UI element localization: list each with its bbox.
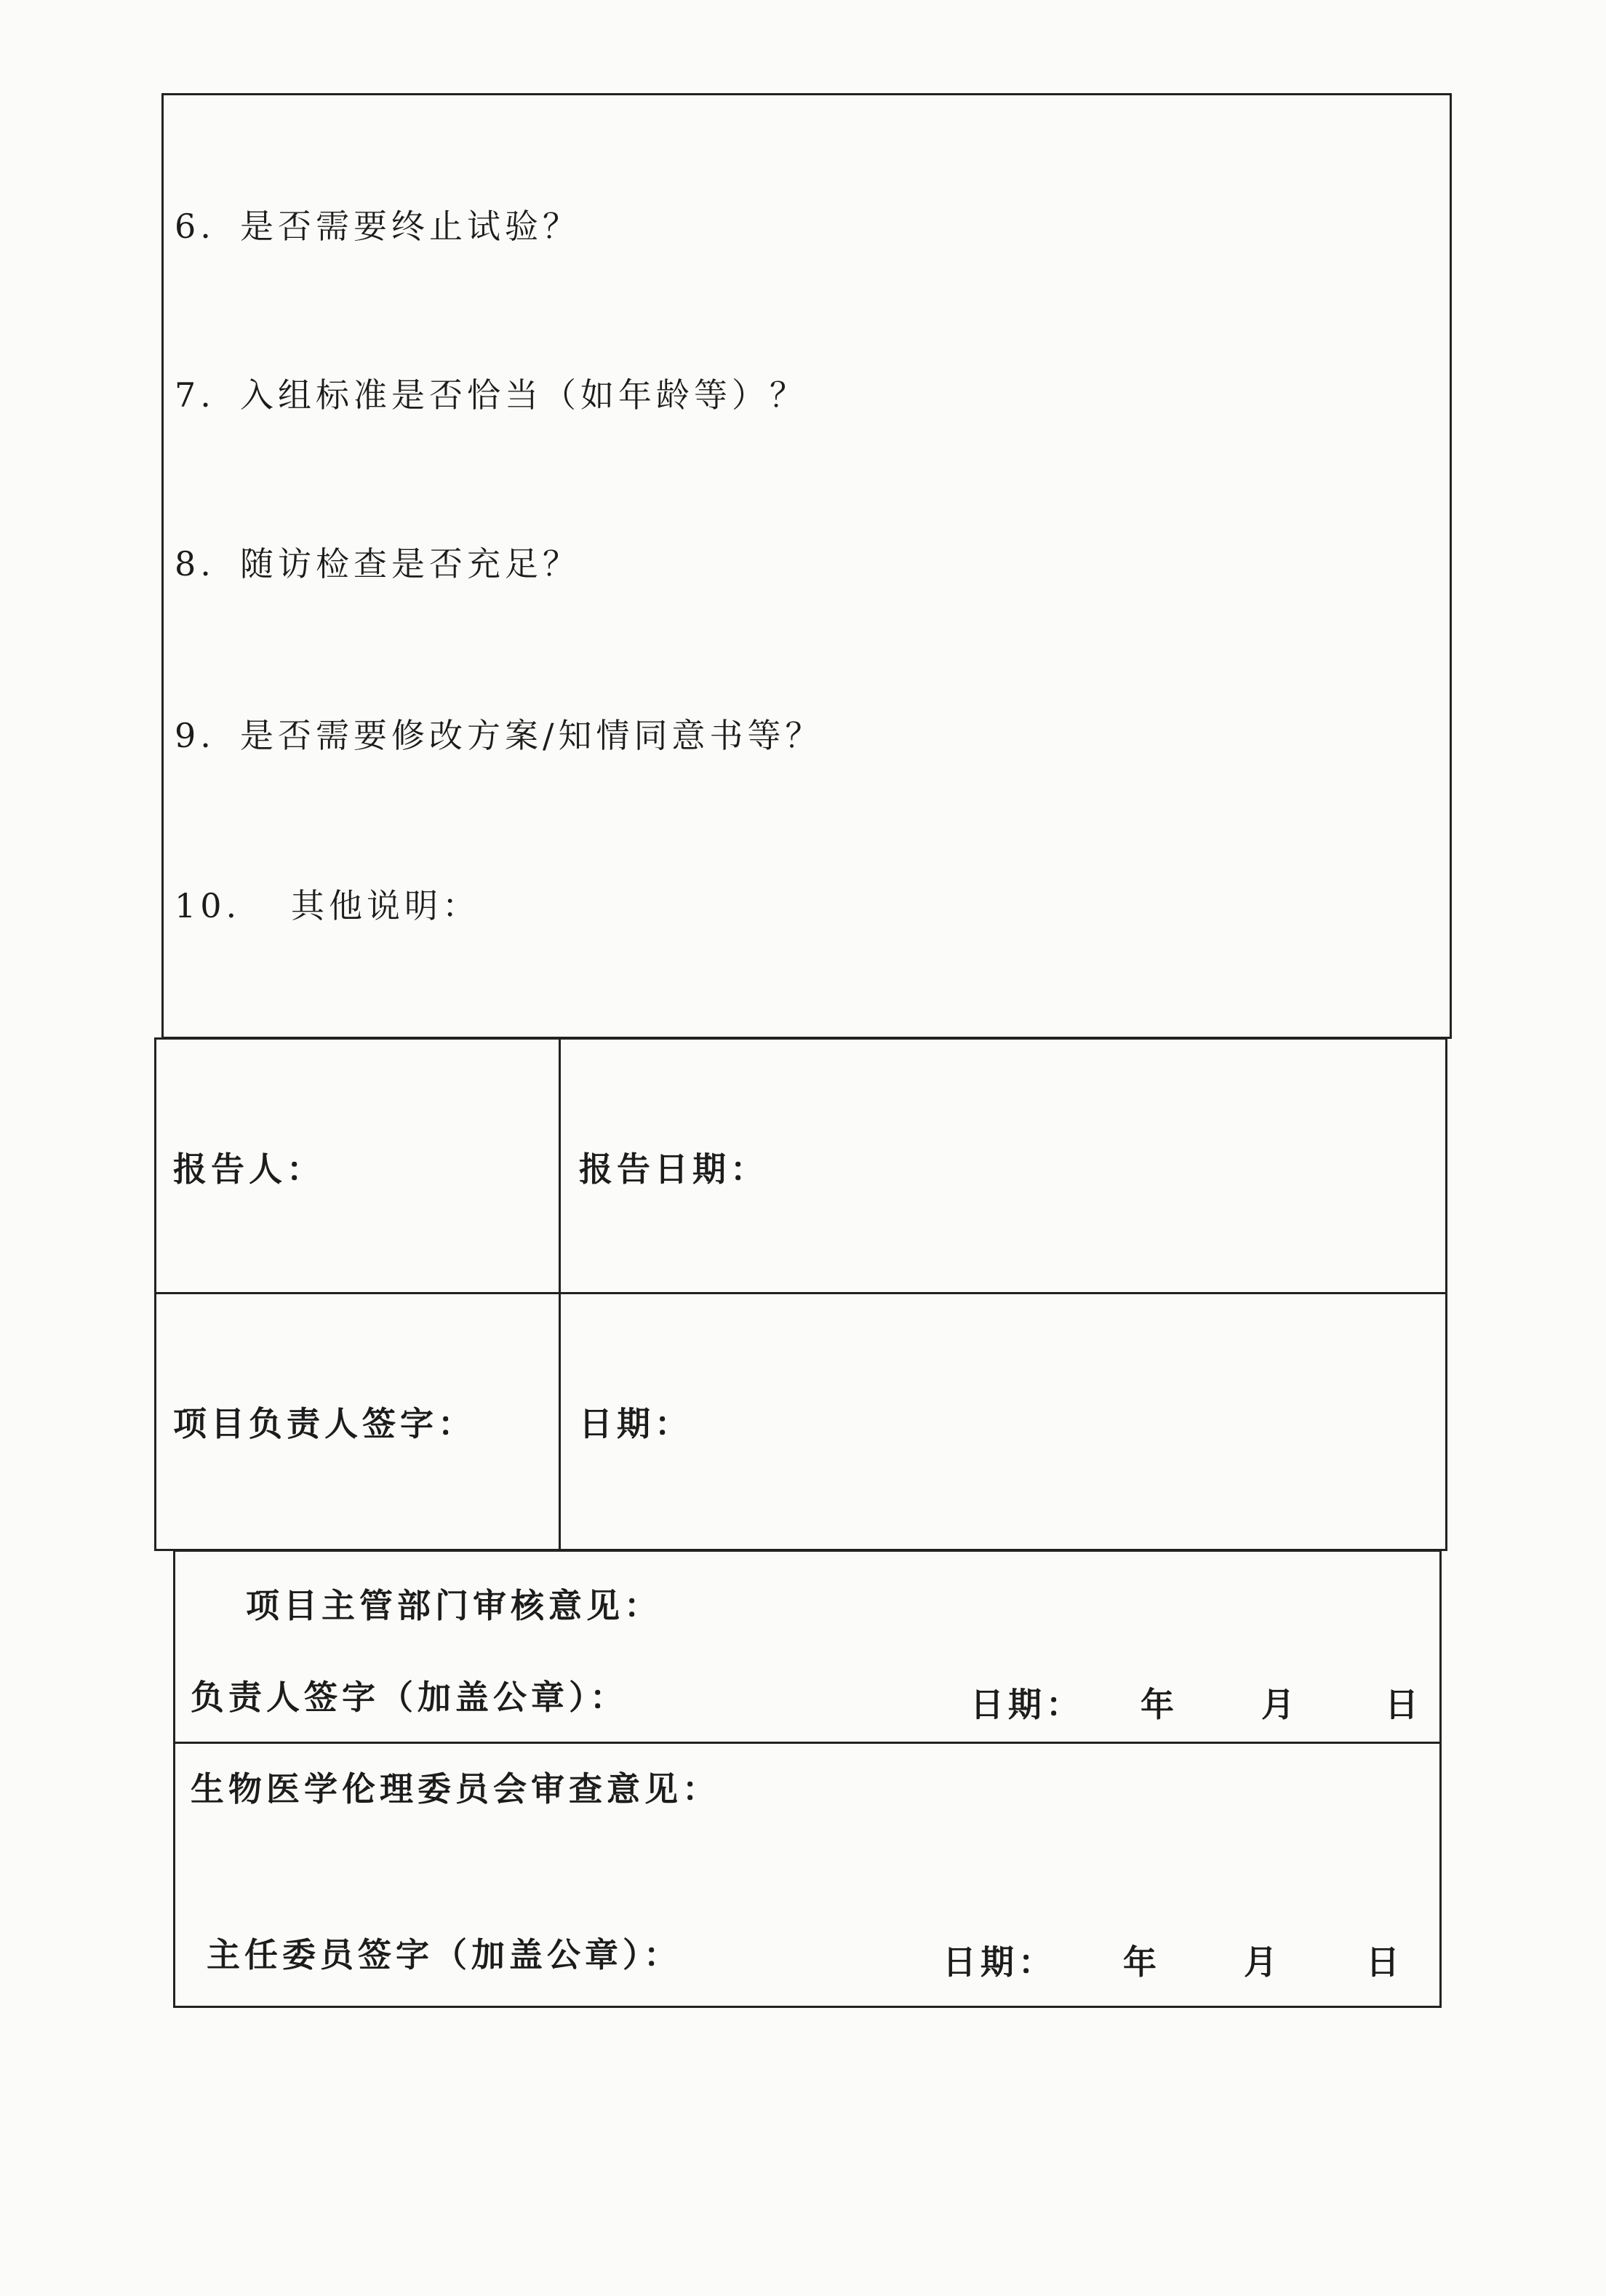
reporter-label: 报告人： bbox=[173, 1149, 324, 1189]
pi-signature-field[interactable] bbox=[480, 1390, 553, 1455]
dept-signature-label: 负责人签字（加盖公章）： bbox=[191, 1678, 628, 1717]
pi-date-field[interactable] bbox=[684, 1390, 1426, 1455]
question-8-text: 随访检查是否充足？ bbox=[240, 544, 580, 583]
report-table bbox=[154, 1037, 1447, 1551]
ethics-day-label: 日 bbox=[1366, 1942, 1404, 1982]
dept-day-label: 日 bbox=[1385, 1685, 1423, 1724]
question-6-number: 6. bbox=[175, 207, 215, 246]
question-10-text: 其他说明： bbox=[291, 886, 480, 925]
pi-date-label: 日期： bbox=[579, 1404, 692, 1443]
ethics-month-label: 月 bbox=[1244, 1942, 1282, 1982]
report-table-divider-horizontal bbox=[154, 1292, 1447, 1294]
question-9-number: 9. bbox=[175, 716, 215, 755]
question-10-number: 10. bbox=[175, 886, 241, 925]
dept-review-title: 项目主管部门审核意见： bbox=[246, 1586, 662, 1625]
report-date-label: 报告日期： bbox=[579, 1149, 768, 1189]
question-6-text: 是否需要终止试验？ bbox=[240, 207, 580, 246]
dept-date-label: 日期： bbox=[970, 1685, 1084, 1724]
dept-year-label: 年 bbox=[1140, 1685, 1178, 1724]
question-7-number: 7. bbox=[175, 375, 215, 415]
report-table-divider-vertical bbox=[559, 1037, 561, 1551]
question-7-text: 入组标准是否恰当（如年龄等）？ bbox=[240, 375, 807, 415]
dept-month-label: 月 bbox=[1261, 1685, 1299, 1724]
ethics-review-title: 生物医学伦理委员会审查意见： bbox=[191, 1769, 720, 1809]
review-table-divider bbox=[173, 1742, 1442, 1744]
ethics-date-label: 日期： bbox=[943, 1942, 1056, 1982]
question-9-text: 是否需要修改方案/知情同意书等？ bbox=[240, 716, 823, 755]
ethics-year-label: 年 bbox=[1123, 1942, 1161, 1982]
report-date-field[interactable] bbox=[771, 1135, 1426, 1200]
question-8-number: 8. bbox=[175, 544, 215, 583]
pi-signature-label: 项目负责人签字： bbox=[173, 1404, 476, 1443]
reporter-field[interactable] bbox=[327, 1135, 546, 1200]
ethics-signature-label: 主任委员签字（加盖公章）： bbox=[207, 1935, 682, 1974]
